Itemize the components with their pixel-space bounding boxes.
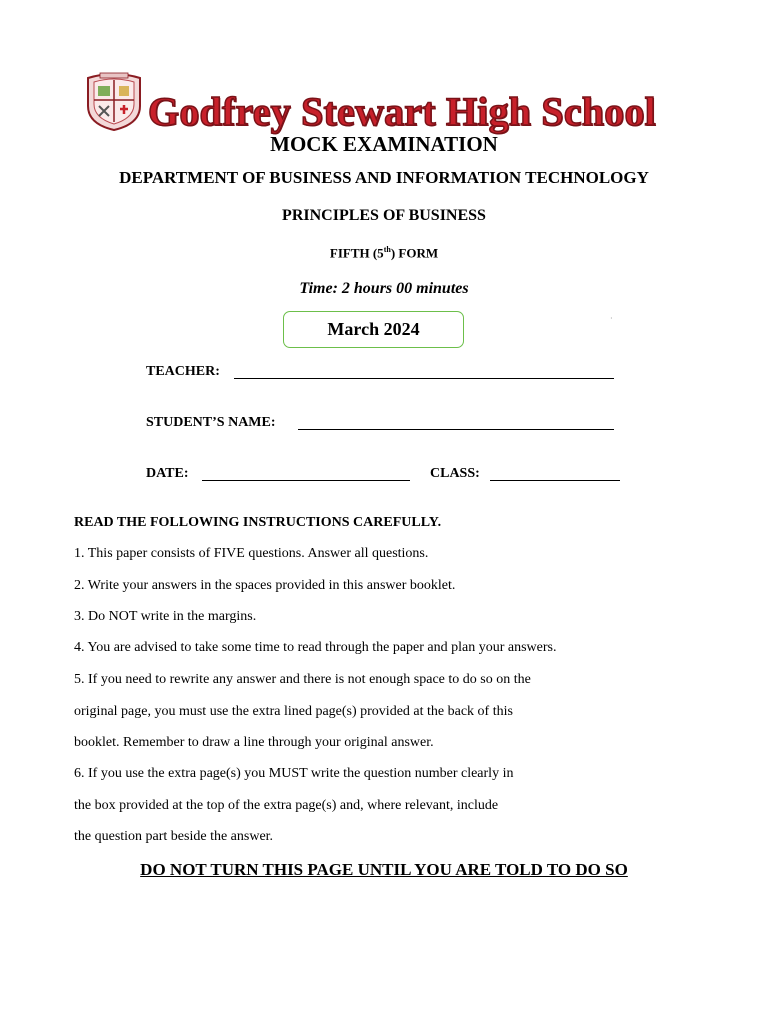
form-level bbox=[0, 245, 768, 261]
school-name: Godfrey Stewart High School bbox=[148, 89, 656, 134]
instruction-line: booklet. Remember to draw a line through your original answer. bbox=[74, 735, 434, 750]
instruction-line: 1. This paper consists of FIVE questions. Answer all questions. bbox=[74, 546, 429, 561]
instruction-line: 2. Write your answers in the spaces provided in this answer booklet. bbox=[74, 578, 456, 593]
subject-title: PRINCIPLES OF BUSINESS bbox=[282, 207, 486, 224]
instruction-line: the question part beside the answer. bbox=[74, 829, 274, 844]
date-field[interactable] bbox=[202, 480, 410, 481]
instruction-line: the box provided at the top of the extra page(s) and, where relevant, include bbox=[74, 798, 499, 813]
instruction-line: 5. If you need to rewrite any answer and there is not enough space to do so on the bbox=[74, 672, 531, 687]
class-field[interactable] bbox=[490, 480, 620, 481]
class-label: CLASS: bbox=[430, 466, 480, 481]
teacher-field[interactable] bbox=[234, 378, 614, 379]
student-name-label: STUDENT’S NAME: bbox=[146, 415, 276, 430]
form-suffix: ) FORM bbox=[390, 245, 439, 261]
instruction-line: 4. You are advised to take some time to read through the paper and plan your answers. bbox=[74, 640, 557, 655]
date-label: DATE: bbox=[146, 466, 189, 481]
stray-mark: · bbox=[610, 314, 613, 323]
form-prefix: FIFTH (5 bbox=[329, 245, 384, 261]
exam-date: March 2024 bbox=[327, 319, 420, 339]
form-superscript: th bbox=[383, 245, 391, 254]
instruction-line: original page, you must use the extra lined page(s) provided at the back of this bbox=[74, 704, 513, 719]
exam-date-box bbox=[283, 311, 464, 348]
instruction-line: 6. If you use the extra page(s) you MUST write the question number clearly in bbox=[74, 766, 514, 781]
student-name-field[interactable] bbox=[298, 429, 614, 430]
instructions-heading: READ THE FOLLOWING INSTRUCTIONS CAREFULLY. bbox=[74, 515, 442, 530]
do-not-turn-warning: DO NOT TURN THIS PAGE UNTIL YOU ARE TOLD TO DO SO bbox=[140, 860, 628, 879]
exam-type-title: MOCK EXAMINATION bbox=[270, 132, 498, 156]
department-title: DEPARTMENT OF BUSINESS AND INFORMATION TECHNOLOGY bbox=[119, 168, 649, 187]
instruction-line: 3. Do NOT write in the margins. bbox=[74, 609, 257, 624]
teacher-label: TEACHER: bbox=[146, 364, 220, 379]
time-allowed: Time: 2 hours 00 minutes bbox=[299, 280, 469, 297]
school-crest-icon bbox=[82, 68, 146, 132]
